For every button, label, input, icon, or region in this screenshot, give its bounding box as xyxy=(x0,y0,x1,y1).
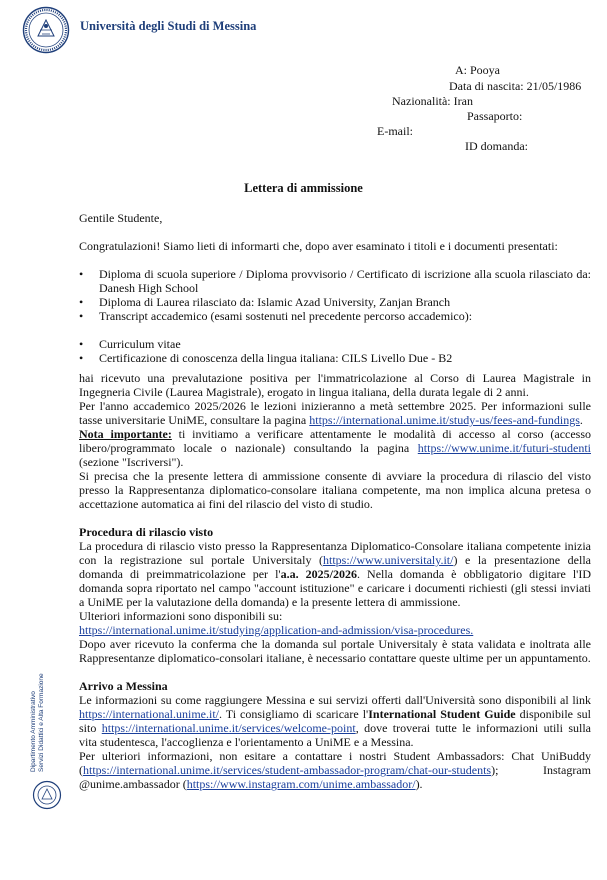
visa-paragraph-3: Dopo aver ricevuto la conferma che la domanda sul portale Universitaly è stata validata e inoltrata alle Rappresentanze diplomatico-consolari italiane, è necessario contattare queste ultime per un appuntamento. xyxy=(79,637,591,665)
department-line-2: Servizi Didattici e Alta Formazione xyxy=(38,673,45,772)
ambassador-text-c: ). xyxy=(415,777,423,791)
department-logo-icon xyxy=(32,780,62,810)
visa-text-a: La procedura di rilascio visto presso la Rappresentanza Diplomatico-Consolare italiana competente inizia con la registrazione sul portale Universitaly ( xyxy=(79,539,591,567)
ambassador-text-b: ); Instagram @unime.ambassador ( xyxy=(79,763,591,791)
list-item: • Transcript accademico (esami sostenuti nel precedente percorso accademico): xyxy=(79,309,591,323)
visa-link-paragraph xyxy=(79,623,591,637)
important-note xyxy=(79,427,591,469)
ambassador-text-a: Per ulteriori informazioni, non esitare a contattare i nostri Student Ambassadors: Chat UniBuddy ( xyxy=(79,749,591,777)
fees-text: Per l'anno accademico 2025/2026 le lezioni inizieranno a metà settembre 2025. Per informazioni sulle tasse universitarie UniME, consultare la pagina xyxy=(79,399,591,427)
evaluation-paragraph: hai ricevuto una prevalutazione positiva per l'immatricolazione al Corso di Laurea Magistrale in Ingegneria Civile (Laurea Magistrale), erogato in lingua italiana, della durata legale di 2 anni. xyxy=(79,371,591,399)
fees-link[interactable]: https://international.unime.it/study-us/fees-and-fundings xyxy=(309,413,580,427)
arrival-paragraph-1 xyxy=(79,693,591,749)
visa-paragraph-2: Ulteriori informazioni sono disponibili su: xyxy=(79,609,283,623)
important-end: (sezione "Iscriversi"). xyxy=(79,455,184,469)
recipient-email: E-mail: xyxy=(377,124,413,138)
student-guide: International Student Guide xyxy=(368,707,516,721)
visa-heading: Procedura di rilascio visto xyxy=(79,525,214,539)
arrival-text-d: , dove troverai tutte le informazioni utili sulla vita studentesca, l'accoglienza e l'orientamento a UniME e a Messina. xyxy=(79,721,592,749)
academic-year: a.a. 2025/2026 xyxy=(280,567,357,581)
visa-procedures-link[interactable]: https://international.unime.it/studying/application-and-admission/visa-procedures. xyxy=(79,623,474,637)
department-vertical-text xyxy=(30,673,46,772)
future-students-link[interactable]: https://www.unime.it/futuri-studenti xyxy=(417,441,591,455)
visa-text-c: . Nella domanda è obbligatorio digitare l'ID domanda sopra riportato nel campo "account istituzione" e caricare i documenti richiesti (gli stessi inviati a UniME per la valutazione della domanda) e la presente lettera di ammissione. xyxy=(79,567,591,609)
documents-list-2 xyxy=(79,337,591,365)
list-item: • Certificazione di conoscenza della lingua italiana: CILS Livello Due - B2 xyxy=(79,351,591,365)
welcome-point-link[interactable]: https://international.unime.it/services/welcome-point xyxy=(101,721,356,735)
letter-title: Lettera di ammissione xyxy=(244,181,363,195)
important-label: Nota importante: xyxy=(79,427,172,441)
greeting: Gentile Studente, xyxy=(79,211,163,225)
instagram-link[interactable]: https://www.instagram.com/unime.ambassador/ xyxy=(186,777,416,791)
fees-paragraph xyxy=(79,399,591,427)
recipient-passport: Passaporto: xyxy=(467,109,523,123)
universitaly-link[interactable]: https://www.universitaly.it/ xyxy=(323,553,454,567)
visa-disclaimer: Si precisa che la presente lettera di ammissione consente di avviare la procedura di rilascio del visto presso la Rappresentanza diplomatico-consolare italiana competente, ma non implica alcuna pretesa o accettazione automatica ai fini del rilascio del visto di studio. xyxy=(79,469,591,511)
letter-body xyxy=(79,211,591,791)
arrival-paragraph-2 xyxy=(79,749,591,791)
arrival-text-c: disponibile sul sito xyxy=(79,707,592,735)
university-seal-icon xyxy=(22,6,70,54)
list-item: • Curriculum vitae xyxy=(79,337,591,351)
department-line-1: Dipartimento Amministrativo xyxy=(30,691,37,772)
recipient-nationality: Nazionalità: Iran xyxy=(392,94,473,108)
intro-paragraph: Congratulazioni! Siamo lieti di informarti che, dopo aver esaminato i titoli e i documenti presentati: xyxy=(79,239,558,253)
international-link[interactable]: https://international.unime.it/ xyxy=(79,707,219,721)
visa-text-b: ) e la presentazione della domanda di preimmatricolazione per l' xyxy=(79,553,591,581)
university-name: Università degli Studi di Messina xyxy=(80,19,257,33)
arrival-text-a: Le informazioni su come raggiungere Messina e sui servizi offerti dall'Università sono disponibili al link xyxy=(79,693,591,707)
arrival-text-b: . Ti consigliamo di scaricare l' xyxy=(218,707,369,721)
application-id: ID domanda: xyxy=(465,139,528,153)
arrival-heading: Arrivo a Messina xyxy=(79,679,168,693)
list-item: • Diploma di Laurea rilasciato da: Islamic Azad University, Zanjan Branch xyxy=(79,295,591,309)
recipient-birthdate: Data di nascita: 21/05/1986 xyxy=(449,79,582,93)
unibuddy-link[interactable]: https://international.unime.it/services/student-ambassador-program/chat-our-students xyxy=(83,763,492,777)
documents-list xyxy=(79,267,591,323)
important-text: ti invitiamo a verificare attentamente le modalità di accesso al corso (accesso libero/programmato locale o nazionale) consultando la pagina xyxy=(79,427,592,455)
recipient-name: A: Pooya xyxy=(455,63,500,77)
fees-end: . xyxy=(579,413,583,427)
list-item: • Diploma di scuola superiore / Diploma provvisorio / Certificato di iscrizione alla scuola rilasciato da: Danesh High School xyxy=(79,267,591,295)
visa-paragraph-1 xyxy=(79,539,591,609)
